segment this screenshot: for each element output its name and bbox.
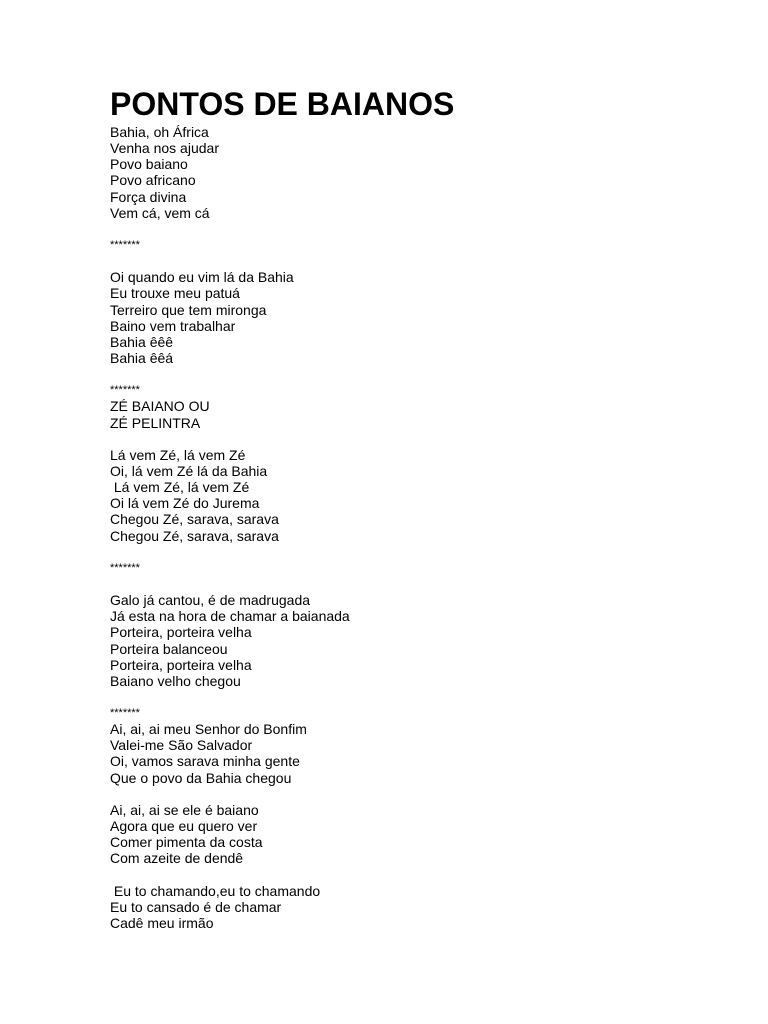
lyric-line: Povo baiano: [110, 156, 188, 173]
lyric-line: Porteira balanceou: [110, 640, 228, 657]
lyrics-body: [110, 124, 730, 931]
lyric-line: Lá vem Zé, lá vem Zé: [110, 479, 250, 496]
lyric-line: Galo já cantou, é de madrugada: [110, 592, 311, 609]
lyric-line: Porteira, porteira velha: [110, 624, 252, 641]
lyric-line: Baino vem trabalhar: [110, 317, 236, 334]
lyric-line: Bahia, oh África: [110, 124, 209, 140]
lyric-line: Eu to chamando,eu to chamando: [110, 882, 321, 899]
blank-line: [110, 576, 730, 592]
blank-line: [110, 544, 730, 560]
lyric-line: Ai, ai, ai meu Senhor do Bonfim: [110, 721, 307, 738]
section-separator: *******: [110, 384, 140, 397]
lyric-line: Bahia êêê: [110, 333, 174, 350]
lyric-line: Terreiro que tem mironga: [110, 301, 267, 318]
blank-line: [110, 786, 730, 802]
lyric-line: Vem cá, vem cá: [110, 204, 210, 221]
lyric-line: Oi lá vem Zé do Jurema: [110, 495, 260, 512]
lyric-line: Oi quando eu vim lá da Bahia: [110, 269, 294, 286]
lyric-line: ZÉ PELINTRA: [110, 414, 201, 431]
blank-line: [110, 366, 730, 382]
lyric-line: Ai, ai, ai se ele é baiano: [110, 801, 259, 818]
lyric-line: Povo africano: [110, 172, 196, 189]
section-separator: *******: [110, 561, 140, 574]
lyric-line: Força divina: [110, 188, 187, 205]
lyric-line: Agora que eu quero ver: [110, 818, 258, 835]
lyric-line: Lá vem Zé, lá vem Zé: [110, 446, 246, 463]
lyric-line: Que o povo da Bahia chegou: [110, 769, 292, 786]
lyric-line: Valei-me São Salvador: [110, 737, 253, 754]
blank-line: [110, 221, 730, 237]
lyric-line: Venha nos ajudar: [110, 140, 219, 157]
lyric-line: Com azeite de dendê: [110, 850, 244, 867]
section-separator: *******: [110, 707, 140, 720]
blank-line: [110, 431, 730, 447]
lyric-line: Oi, lá vem Zé lá da Bahia: [110, 462, 268, 479]
lyric-line: Já esta na hora de chamar a baianada: [110, 608, 350, 625]
lyric-line: Porteira, porteira velha: [110, 656, 252, 673]
lyric-line: Baiano velho chegou: [110, 672, 241, 689]
lyric-line: ZÉ BAIANO OU: [110, 398, 210, 415]
lyric-line: Eu trouxe meu patuá: [110, 285, 240, 302]
lyric-line: Chegou Zé, sarava, sarava: [110, 511, 279, 528]
document-page: [110, 84, 730, 931]
blank-line: [110, 689, 730, 705]
lyric-line: Chegou Zé, sarava, sarava: [110, 527, 279, 544]
lyric-line: Comer pimenta da costa: [110, 834, 263, 851]
lyric-line: Eu to cansado é de chamar: [110, 898, 282, 915]
blank-line: [110, 866, 730, 882]
document-title: PONTOS DE BAIANOS: [110, 86, 455, 122]
blank-line: [110, 253, 730, 269]
lyric-line: Bahia êêá: [110, 349, 174, 366]
lyric-line: Oi, vamos sarava minha gente: [110, 753, 300, 770]
section-separator: *******: [110, 238, 140, 251]
lyric-line: Cadê meu irmão: [110, 914, 214, 931]
